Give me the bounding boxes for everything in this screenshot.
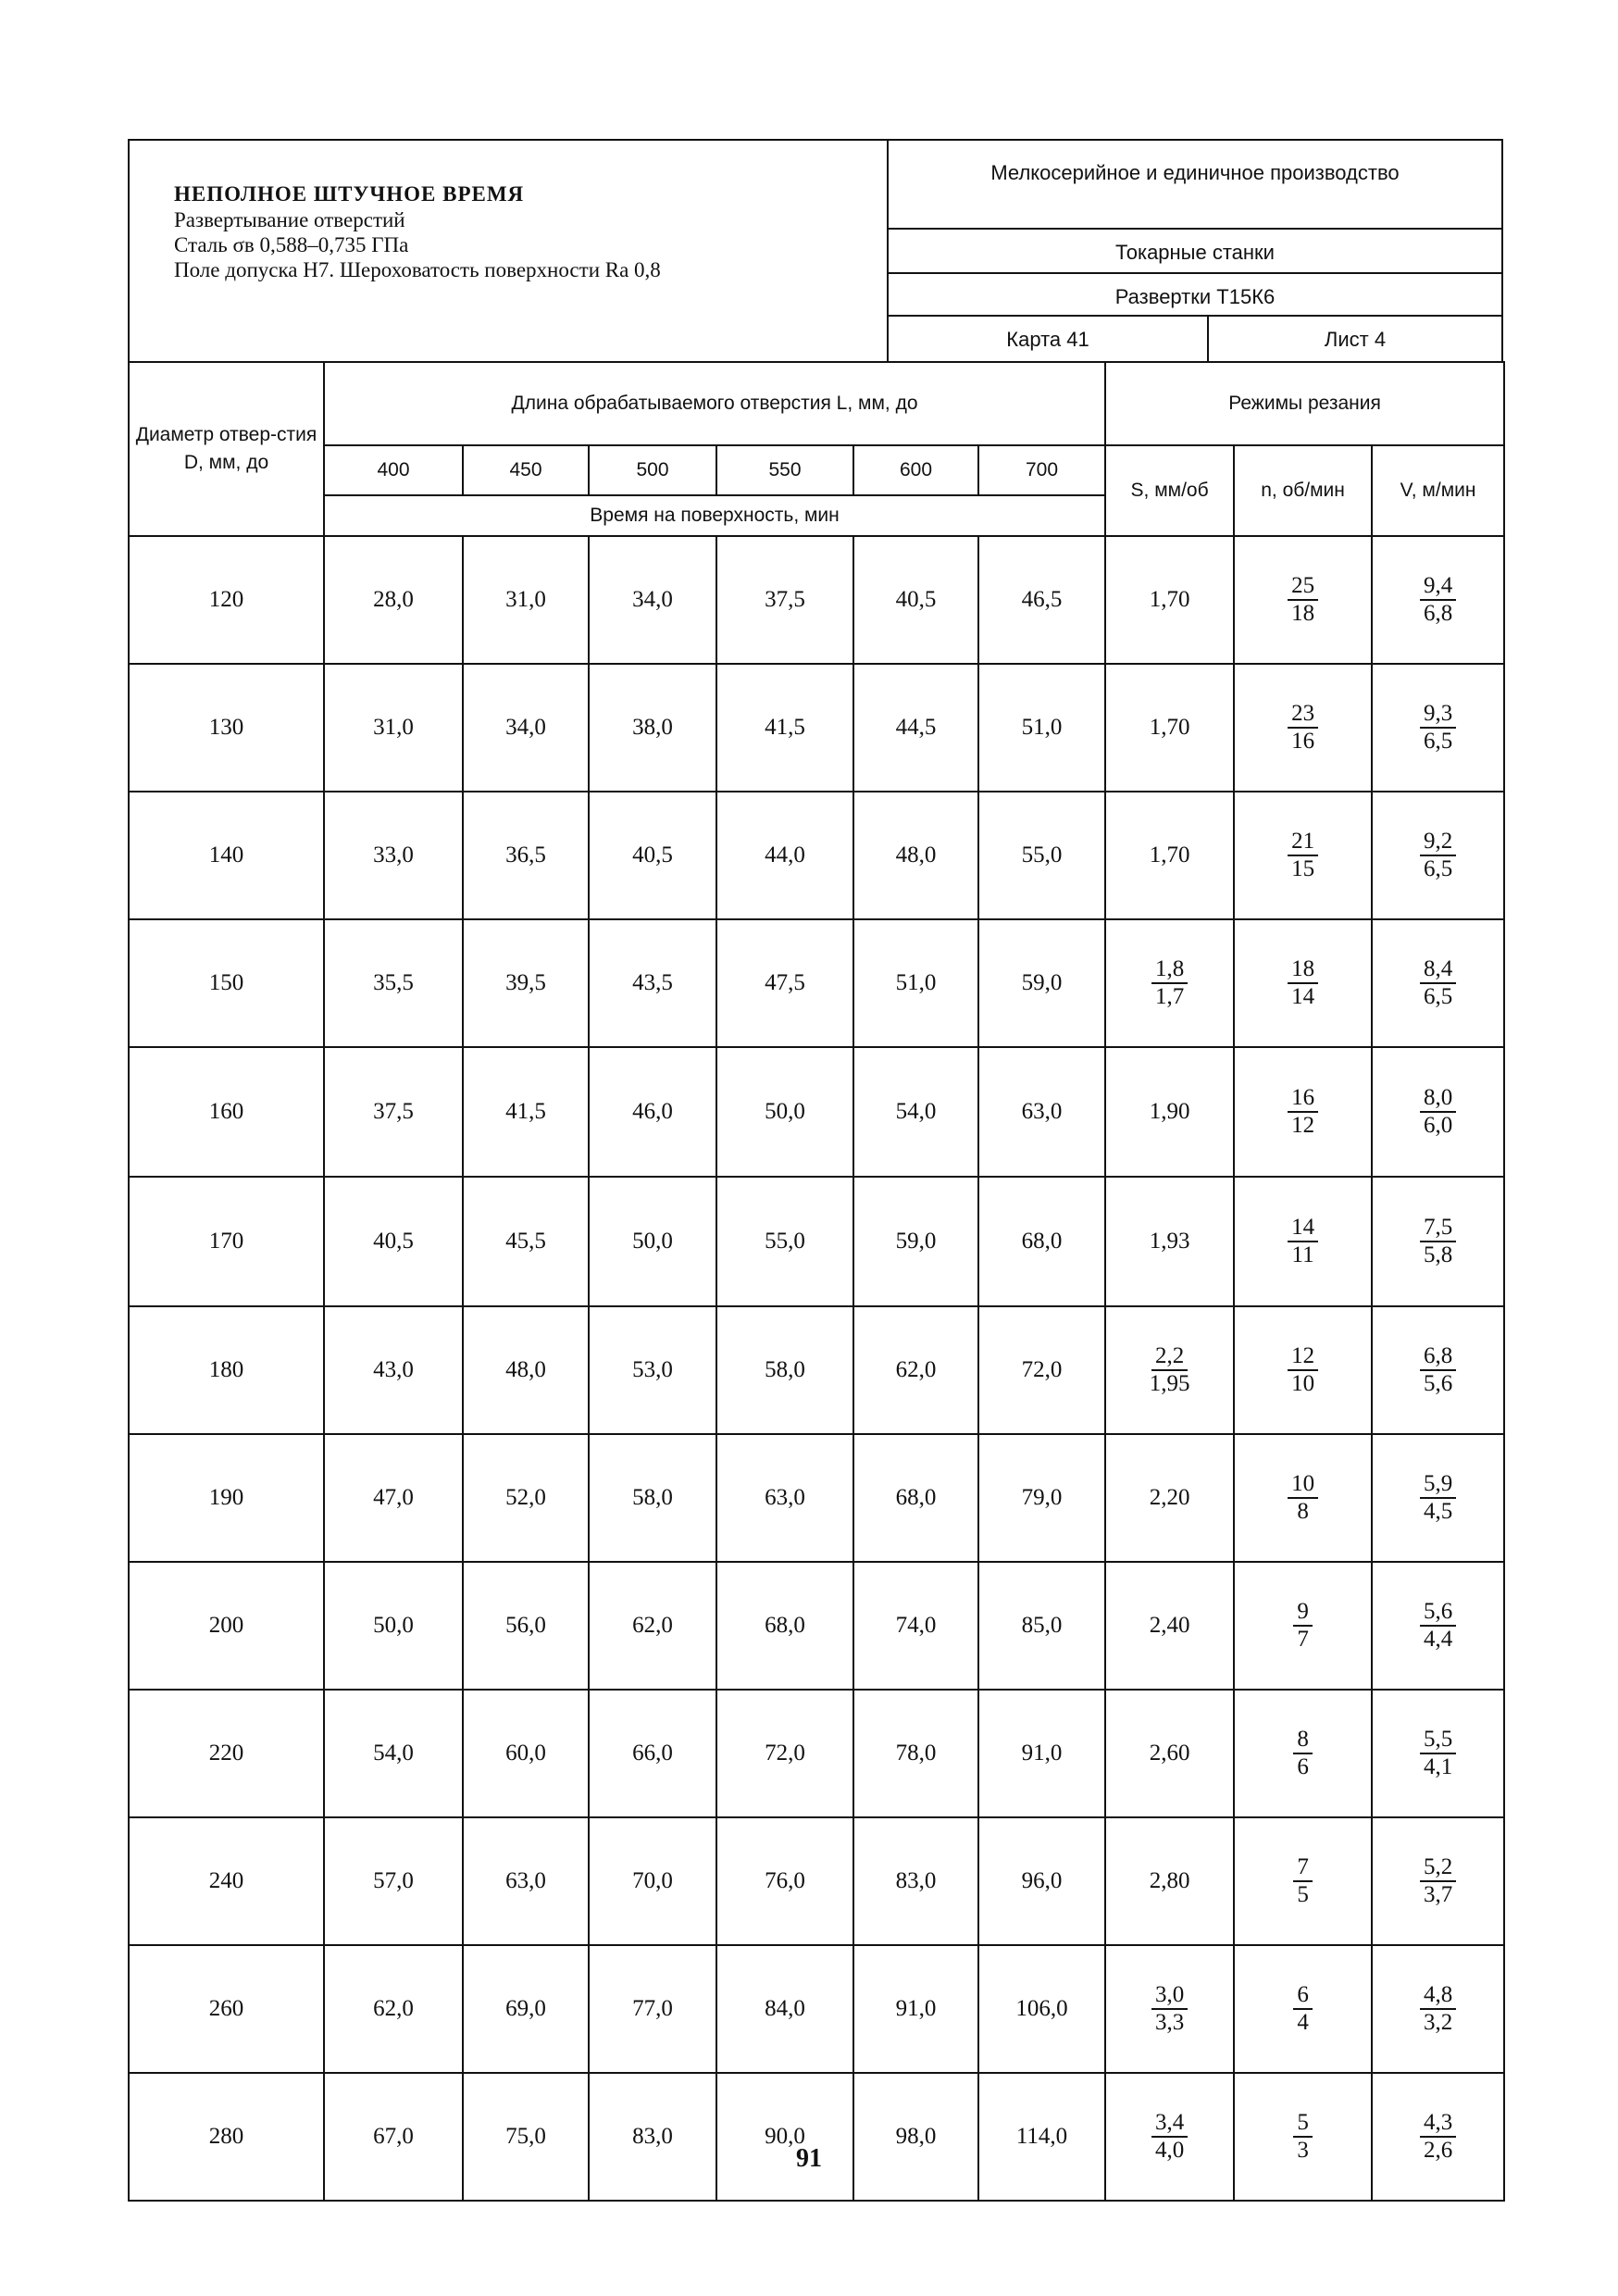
- velocity-cell: [1372, 1690, 1504, 1817]
- time-cell: 40,5: [589, 792, 716, 919]
- speed-rpm-cell: [1234, 664, 1372, 792]
- velocity-cell: [1372, 1562, 1504, 1690]
- velocity-cell: [1372, 919, 1504, 1047]
- fraction-numerator: 18: [1288, 956, 1318, 984]
- fraction-numerator: 8,4: [1420, 956, 1456, 984]
- document-title: НЕПОЛНОЕ ШТУЧНОЕ ВРЕМЯ: [174, 182, 525, 206]
- time-cell: 69,0: [463, 1945, 589, 2073]
- speed-rpm-cell: [1234, 1434, 1372, 1562]
- sheet-number: Лист 4: [1324, 328, 1387, 351]
- fraction-numerator: 23: [1288, 701, 1318, 729]
- header-block: [128, 139, 1503, 363]
- fraction: [1288, 1343, 1318, 1397]
- fraction-numerator: 7: [1293, 1854, 1313, 1882]
- time-cell: 41,5: [463, 1047, 589, 1177]
- time-cell: 75,0: [463, 2073, 589, 2201]
- time-cell: 47,5: [716, 919, 853, 1047]
- time-cell: 67,0: [324, 2073, 463, 2201]
- fraction-denominator: 3,3: [1154, 2010, 1185, 2035]
- fraction-numerator: 14: [1288, 1215, 1318, 1242]
- length-header: Длина обрабатываемого отверстия L, мм, до: [324, 362, 1105, 445]
- fraction-denominator: 5,6: [1423, 1371, 1453, 1396]
- time-cell: 78,0: [853, 1690, 978, 1817]
- speed-rpm-cell: [1234, 1562, 1372, 1690]
- fraction-numerator: 10: [1288, 1471, 1318, 1499]
- time-cell: 46,0: [589, 1047, 716, 1177]
- fraction-denominator: 6,5: [1423, 856, 1453, 881]
- fraction-numerator: 5: [1293, 2110, 1313, 2138]
- time-cell: 54,0: [853, 1047, 978, 1177]
- time-cell: 68,0: [978, 1177, 1105, 1306]
- feed-cell: 1,93: [1105, 1177, 1234, 1306]
- time-cell: 48,0: [853, 792, 978, 919]
- fraction: [1420, 956, 1456, 1010]
- fraction-denominator: 6,0: [1423, 1113, 1453, 1138]
- velocity-cell: [1372, 1306, 1504, 1434]
- fraction-numerator: 5,9: [1420, 1471, 1456, 1499]
- time-cell: 51,0: [853, 919, 978, 1047]
- cutting-modes-header: Режимы резания: [1105, 362, 1504, 445]
- speed-rpm-cell: [1234, 792, 1372, 919]
- table-head: [129, 362, 1504, 536]
- time-cell: 83,0: [589, 2073, 716, 2201]
- fraction-numerator: 6: [1293, 1982, 1313, 2010]
- diameter-cell: 280: [129, 2073, 324, 2201]
- time-cell: 45,5: [463, 1177, 589, 1306]
- speed-rpm-cell: [1234, 1177, 1372, 1306]
- time-cell: 44,0: [716, 792, 853, 919]
- table-row: [129, 792, 1504, 919]
- time-cell: 70,0: [589, 1817, 716, 1945]
- fraction: [1420, 1215, 1456, 1268]
- feed-cell: 2,60: [1105, 1690, 1234, 1817]
- fraction: [1420, 1982, 1456, 2036]
- production-type: Мелкосерийное и единичное производство: [889, 141, 1501, 230]
- fraction-denominator: 16: [1291, 729, 1315, 754]
- diameter-cell: 180: [129, 1306, 324, 1434]
- time-cell: 37,5: [324, 1047, 463, 1177]
- time-cell: 36,5: [463, 792, 589, 919]
- fraction: [1288, 1215, 1318, 1268]
- diameter-cell: 220: [129, 1690, 324, 1817]
- header-description: [130, 141, 889, 363]
- fraction: [1420, 701, 1456, 755]
- feed-cell: [1105, 2073, 1234, 2201]
- fraction-numerator: 3,4: [1151, 2110, 1188, 2138]
- table-row: [129, 536, 1504, 664]
- fraction: [1420, 573, 1456, 627]
- fraction-denominator: 18: [1291, 601, 1315, 626]
- feed-cell: [1105, 919, 1234, 1047]
- card-number: Карта 41: [889, 317, 1209, 363]
- fraction-numerator: 5,6: [1420, 1599, 1456, 1627]
- time-cell: 114,0: [978, 2073, 1105, 2201]
- feed-cell: 2,20: [1105, 1434, 1234, 1562]
- time-cell: 41,5: [716, 664, 853, 792]
- table-row: [129, 1047, 1504, 1177]
- time-cell: 96,0: [978, 1817, 1105, 1945]
- time-header: Время на поверхность, мин: [324, 495, 1105, 536]
- time-cell: 68,0: [716, 1562, 853, 1690]
- time-cell: 50,0: [324, 1562, 463, 1690]
- fraction-numerator: 2,2: [1151, 1343, 1188, 1371]
- time-cell: 76,0: [716, 1817, 853, 1945]
- feed-cell: 2,40: [1105, 1562, 1234, 1690]
- fraction-numerator: 3,0: [1151, 1982, 1188, 2010]
- fraction-denominator: 2,6: [1423, 2138, 1453, 2163]
- time-cell: 72,0: [978, 1306, 1105, 1434]
- diameter-cell: 120: [129, 536, 324, 664]
- time-cell: 35,5: [324, 919, 463, 1047]
- length-450: 450: [463, 445, 589, 495]
- fraction-numerator: 16: [1288, 1085, 1318, 1113]
- fraction: [1288, 701, 1318, 755]
- time-cell: 46,5: [978, 536, 1105, 664]
- fraction-denominator: 4: [1297, 2010, 1309, 2035]
- velocity-cell: [1372, 792, 1504, 919]
- fraction-denominator: 1,95: [1149, 1371, 1190, 1396]
- fraction: [1151, 956, 1188, 1010]
- time-cell: 31,0: [324, 664, 463, 792]
- time-cell: 106,0: [978, 1945, 1105, 2073]
- table-row: [129, 1434, 1504, 1562]
- diameter-cell: 190: [129, 1434, 324, 1562]
- velocity-cell: [1372, 2073, 1504, 2201]
- fraction-denominator: 12: [1291, 1113, 1315, 1138]
- length-700: 700: [978, 445, 1105, 495]
- time-cell: 44,5: [853, 664, 978, 792]
- fraction-numerator: 9,2: [1420, 829, 1456, 856]
- time-cell: 28,0: [324, 536, 463, 664]
- time-cell: 62,0: [589, 1562, 716, 1690]
- time-cell: 53,0: [589, 1306, 716, 1434]
- diameter-cell: 130: [129, 664, 324, 792]
- length-500: 500: [589, 445, 716, 495]
- time-cell: 63,0: [978, 1047, 1105, 1177]
- fraction-numerator: 9,4: [1420, 573, 1456, 601]
- speed-rpm-cell: [1234, 1945, 1372, 2073]
- fraction: [1146, 1343, 1194, 1397]
- speed-rpm-cell: [1234, 1047, 1372, 1177]
- velocity-cell: [1372, 1945, 1504, 2073]
- diameter-cell: 260: [129, 1945, 324, 2073]
- operation-line: Развертывание отверстий: [174, 208, 405, 231]
- feed-cell: 2,80: [1105, 1817, 1234, 1945]
- length-550: 550: [716, 445, 853, 495]
- fraction: [1293, 1727, 1313, 1780]
- diameter-header: Диаметр отвер-стия D, мм, до: [129, 362, 324, 536]
- fraction-denominator: 4,5: [1423, 1499, 1453, 1524]
- fraction-denominator: 3: [1297, 2138, 1309, 2163]
- time-cell: 68,0: [853, 1434, 978, 1562]
- fraction-numerator: 4,3: [1420, 2110, 1456, 2138]
- fraction-denominator: 6,5: [1423, 729, 1453, 754]
- diameter-cell: 140: [129, 792, 324, 919]
- velocity-cell: [1372, 664, 1504, 792]
- time-cell: 33,0: [324, 792, 463, 919]
- fraction-numerator: 8,0: [1420, 1085, 1456, 1113]
- velocity-header: V, м/мин: [1372, 445, 1504, 536]
- time-cell: 48,0: [463, 1306, 589, 1434]
- time-cell: 62,0: [324, 1945, 463, 2073]
- time-cell: 63,0: [463, 1817, 589, 1945]
- speed-rpm-header: n, об/мин: [1234, 445, 1372, 536]
- table-row: [129, 1690, 1504, 1817]
- table-row: [129, 2073, 1504, 2201]
- tolerance-line: Поле допуска Н7. Шероховатость поверхности Ra 0,8: [174, 258, 661, 281]
- fraction-denominator: 5: [1297, 1882, 1309, 1907]
- fraction-numerator: 25: [1288, 573, 1318, 601]
- speed-rpm-cell: [1234, 1817, 1372, 1945]
- fraction-denominator: 4,0: [1154, 2138, 1185, 2163]
- diameter-cell: 160: [129, 1047, 324, 1177]
- fraction-numerator: 4,8: [1420, 1982, 1456, 2010]
- time-cell: 47,0: [324, 1434, 463, 1562]
- table-row: [129, 1817, 1504, 1945]
- fraction: [1151, 1982, 1188, 2036]
- fraction: [1288, 1085, 1318, 1139]
- time-cell: 39,5: [463, 919, 589, 1047]
- fraction-denominator: 4,1: [1423, 1754, 1453, 1779]
- time-cell: 91,0: [978, 1690, 1105, 1817]
- fraction: [1420, 1854, 1456, 1908]
- speed-rpm-cell: [1234, 1306, 1372, 1434]
- time-cell: 37,5: [716, 536, 853, 664]
- fraction-numerator: 5,2: [1420, 1854, 1456, 1882]
- fraction: [1288, 1471, 1318, 1525]
- length-600: 600: [853, 445, 978, 495]
- velocity-cell: [1372, 1047, 1504, 1177]
- time-cell: 60,0: [463, 1690, 589, 1817]
- feed-cell: 1,70: [1105, 536, 1234, 664]
- fraction-numerator: 7,5: [1420, 1215, 1456, 1242]
- table-row: [129, 1945, 1504, 2073]
- fraction-numerator: 5,5: [1420, 1727, 1456, 1754]
- length-400: 400: [324, 445, 463, 495]
- fraction: [1288, 573, 1318, 627]
- time-cell: 55,0: [978, 792, 1105, 919]
- feed-cell: [1105, 1945, 1234, 2073]
- time-cell: 59,0: [978, 919, 1105, 1047]
- time-cell: 77,0: [589, 1945, 716, 2073]
- diameter-cell: 240: [129, 1817, 324, 1945]
- time-cell: 66,0: [589, 1690, 716, 1817]
- feed-cell: [1105, 1306, 1234, 1434]
- time-cell: 38,0: [589, 664, 716, 792]
- fraction-denominator: 10: [1291, 1371, 1315, 1396]
- speed-rpm-cell: [1234, 1690, 1372, 1817]
- page-number: 91: [796, 2144, 822, 2173]
- fraction: [1293, 1982, 1313, 2036]
- table-row: [129, 1177, 1504, 1306]
- table-body: [129, 536, 1504, 2201]
- time-cell: 91,0: [853, 1945, 978, 2073]
- fraction-denominator: 1,7: [1154, 984, 1185, 1009]
- time-cell: 34,0: [589, 536, 716, 664]
- fraction-denominator: 4,4: [1423, 1627, 1453, 1652]
- velocity-cell: [1372, 1817, 1504, 1945]
- time-cell: 43,0: [324, 1306, 463, 1434]
- diameter-cell: 170: [129, 1177, 324, 1306]
- time-cell: 56,0: [463, 1562, 589, 1690]
- fraction-denominator: 8: [1297, 1499, 1309, 1524]
- speed-rpm-cell: [1234, 919, 1372, 1047]
- time-cell: 31,0: [463, 536, 589, 664]
- velocity-cell: [1372, 536, 1504, 664]
- fraction-denominator: 15: [1291, 856, 1315, 881]
- fraction-denominator: 6,5: [1423, 984, 1453, 1009]
- time-cell: 57,0: [324, 1817, 463, 1945]
- time-cell: 74,0: [853, 1562, 978, 1690]
- fraction-denominator: 5,8: [1423, 1242, 1453, 1267]
- speed-rpm-cell: [1234, 2073, 1372, 2201]
- time-cell: 43,5: [589, 919, 716, 1047]
- time-cell: 59,0: [853, 1177, 978, 1306]
- table-row: [129, 1562, 1504, 1690]
- time-cell: 40,5: [324, 1177, 463, 1306]
- time-cell: 79,0: [978, 1434, 1105, 1562]
- table-row: [129, 919, 1504, 1047]
- time-cell: 63,0: [716, 1434, 853, 1562]
- fraction-denominator: 6: [1297, 1754, 1309, 1779]
- time-cell: 58,0: [589, 1434, 716, 1562]
- fraction: [1420, 1471, 1456, 1525]
- fraction-denominator: 11: [1291, 1242, 1314, 1267]
- fraction-denominator: 3,7: [1423, 1882, 1453, 1907]
- time-cell: 83,0: [853, 1817, 978, 1945]
- speed-rpm-cell: [1234, 536, 1372, 664]
- fraction: [1420, 829, 1456, 882]
- fraction-numerator: 9: [1293, 1599, 1313, 1627]
- fraction-numerator: 12: [1288, 1343, 1318, 1371]
- fraction-numerator: 21: [1288, 829, 1318, 856]
- velocity-cell: [1372, 1434, 1504, 1562]
- tool-type: Развертки Т15К6: [889, 274, 1501, 317]
- fraction: [1420, 1727, 1456, 1780]
- time-cell: 58,0: [716, 1306, 853, 1434]
- feed-cell: 1,70: [1105, 792, 1234, 919]
- time-cell: 50,0: [716, 1047, 853, 1177]
- time-cell: 34,0: [463, 664, 589, 792]
- fraction-denominator: 6,8: [1423, 601, 1453, 626]
- fraction-denominator: 7: [1297, 1627, 1309, 1652]
- feed-cell: 1,90: [1105, 1047, 1234, 1177]
- fraction: [1420, 1085, 1456, 1139]
- time-cell: 40,5: [853, 536, 978, 664]
- time-cell: 62,0: [853, 1306, 978, 1434]
- time-cell: 52,0: [463, 1434, 589, 1562]
- diameter-cell: 150: [129, 919, 324, 1047]
- table-row: [129, 1306, 1504, 1434]
- fraction-numerator: 8: [1293, 1727, 1313, 1754]
- fraction-numerator: 6,8: [1420, 1343, 1456, 1371]
- header-meta: [889, 141, 1501, 363]
- fraction: [1293, 1599, 1313, 1653]
- fraction: [1293, 1854, 1313, 1908]
- time-cell: 50,0: [589, 1177, 716, 1306]
- time-cell: 55,0: [716, 1177, 853, 1306]
- fraction-denominator: 14: [1291, 984, 1315, 1009]
- time-cell: 85,0: [978, 1562, 1105, 1690]
- table-row: [129, 664, 1504, 792]
- time-cell: 51,0: [978, 664, 1105, 792]
- feed-cell: 1,70: [1105, 664, 1234, 792]
- fraction: [1420, 1343, 1456, 1397]
- diameter-cell: 200: [129, 1562, 324, 1690]
- fraction-numerator: 9,3: [1420, 701, 1456, 729]
- fraction-denominator: 3,2: [1423, 2010, 1453, 2035]
- machine-type: Токарные станки: [889, 230, 1501, 274]
- fraction: [1420, 1599, 1456, 1653]
- time-cell: 98,0: [853, 2073, 978, 2201]
- feed-header: S, мм/об: [1105, 445, 1234, 536]
- time-cell: 90,0: [716, 2073, 853, 2201]
- time-cell: 84,0: [716, 1945, 853, 2073]
- velocity-cell: [1372, 1177, 1504, 1306]
- fraction: [1288, 956, 1318, 1010]
- norms-table: [128, 361, 1505, 2202]
- time-cell: 72,0: [716, 1690, 853, 1817]
- material-line: Сталь σв 0,588–0,735 ГПа: [174, 233, 409, 256]
- fraction-numerator: 1,8: [1151, 956, 1188, 984]
- fraction: [1288, 829, 1318, 882]
- time-cell: 54,0: [324, 1690, 463, 1817]
